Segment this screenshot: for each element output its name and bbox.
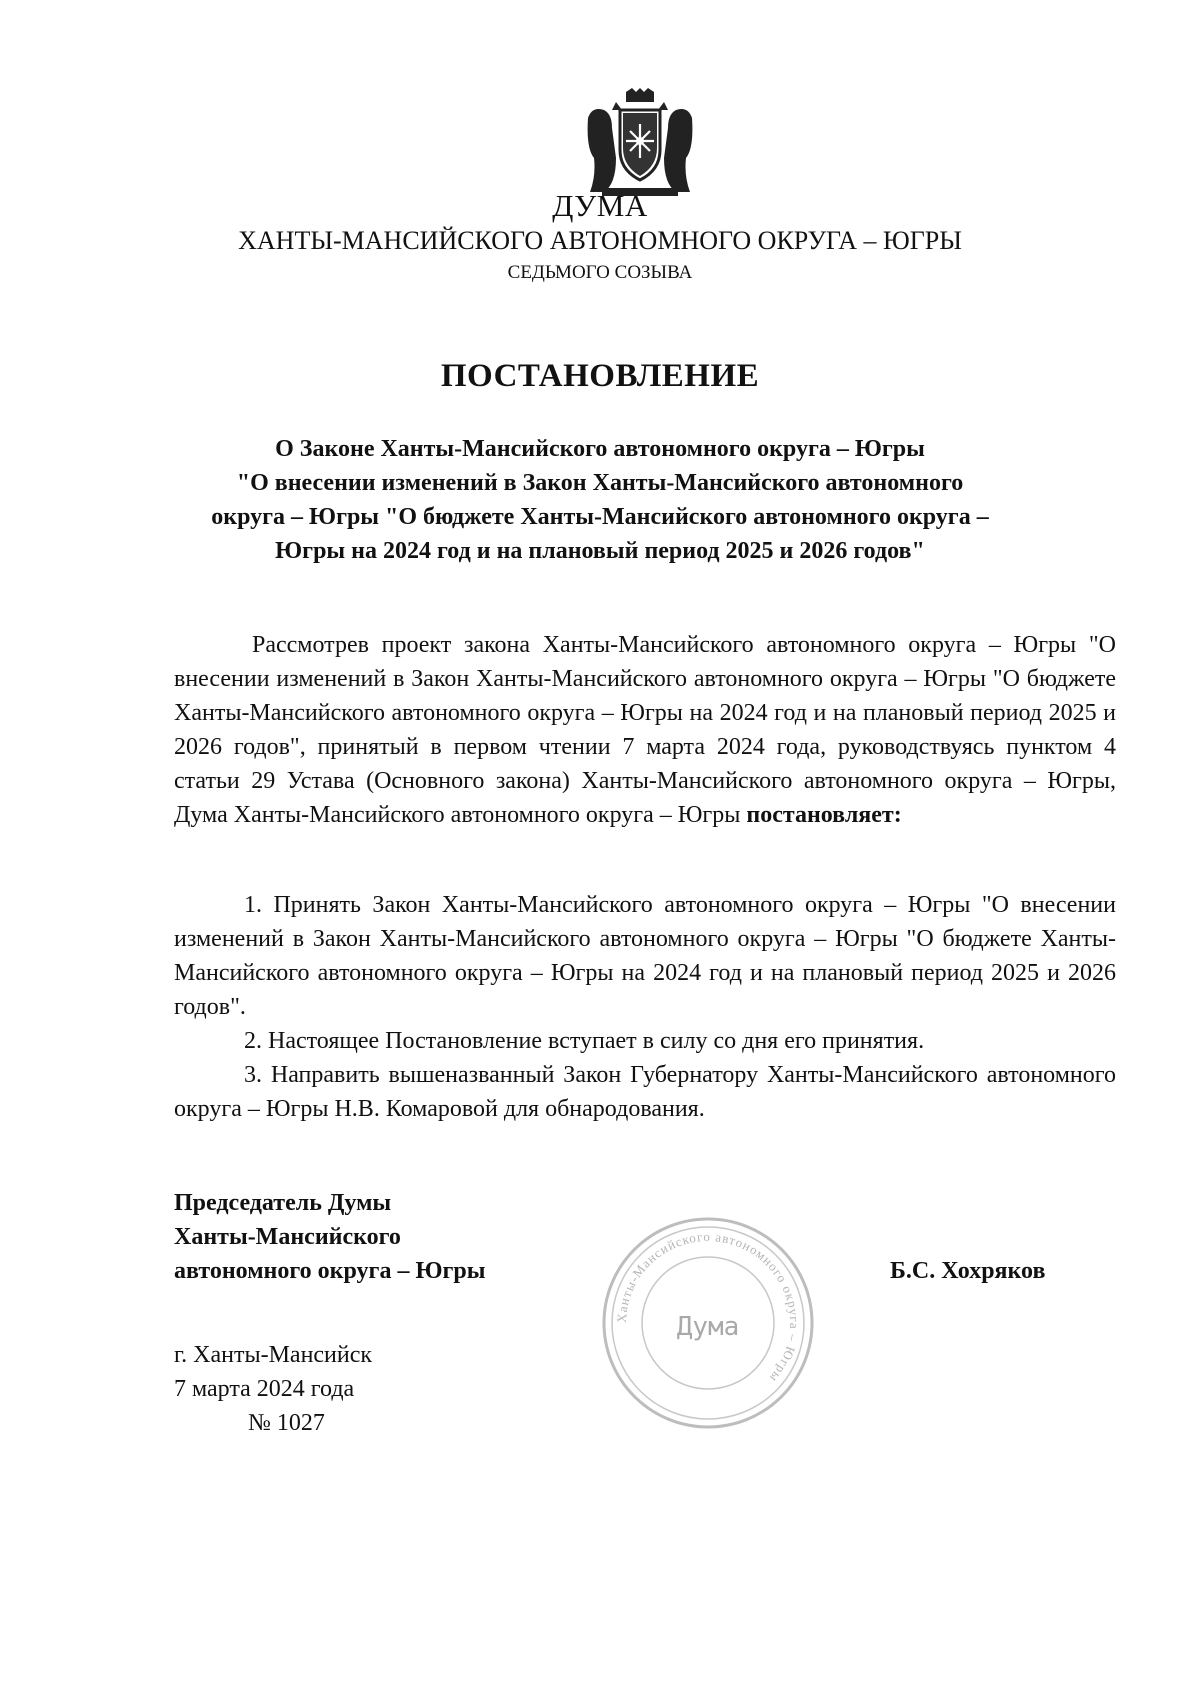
convocation: СЕДЬМОГО СОЗЫВА [507, 262, 693, 283]
document-date: 7 марта 2024 года [174, 1376, 355, 1402]
subject-line: Югры на 2024 год и на плановый период 2025 и 2026 годов" [275, 538, 925, 564]
preamble-text: Рассмотрев проект закона Ханты-Мансийского автономного округа – Югры "О внесении изменений в Закон Ханты-Мансийского автономного округа – Югры "О бюджете Ханты-Мансийского автономного округа – Югры на 2024 год и на плановый период 2025 и 2026 годов", принятый в первом чтении 7 марта 2024 года, руководствуясь пунктом 4 статьи 29 Устава (Основного закона) Ханты-Мансийского автономного округа – Югры, Дума Ханты-Мансийского автономного округа – Югры [174, 632, 1116, 828]
preamble-paragraph [174, 628, 1116, 832]
signer-position-line: Председатель Думы [174, 1190, 392, 1216]
subject-line: "О внесении изменений в Закон Ханты-Мансийского автономного [236, 470, 964, 496]
signer-position-line: Ханты-Мансийского [174, 1224, 401, 1250]
city: г. Ханты-Мансийск [174, 1342, 373, 1368]
region-name: ХАНТЫ-МАНСИЙСКОГО АВТОНОМНОГО ОКРУГА – ЮГРЫ [238, 226, 962, 255]
resolution-item: 1. Принять Закон Ханты-Мансийского автономного округа – Югры "О внесении изменений в Закон Ханты-Мансийского автономного округа – Югры "О бюджете Ханты-Мансийского автономного округа – Югры на 2024 год и на плановый период 2025 и 2026 годов". [174, 892, 1116, 1020]
signer-position-line: автономного округа – Югры [174, 1258, 486, 1284]
official-seal-icon [600, 1215, 816, 1431]
resolution-item: 3. Направить вышеназванный Закон Губернатору Ханты-Мансийского автономного округа – Югры Н.В. Комаровой для обнародования. [174, 1062, 1116, 1122]
preamble-emphasis: постановляет: [746, 802, 902, 828]
subject-line: округа – Югры "О бюджете Ханты-Мансийского автономного округа – [211, 504, 989, 530]
resolution-items [174, 888, 1116, 1126]
resolution-item: 2. Настоящее Постановление вступает в силу со дня его принятия. [244, 1028, 925, 1054]
document-type: ПОСТАНОВЛЕНИЕ [440, 358, 760, 394]
document-number: № 1027 [248, 1410, 325, 1436]
body-name: ДУМА [552, 188, 648, 223]
document-subject [170, 432, 1030, 568]
subject-line: О Законе Ханты-Мансийского автономного округа – Югры [275, 436, 925, 462]
signer-name: Б.С. Хохряков [890, 1258, 1046, 1284]
seal-center-text: Дума [676, 1312, 740, 1342]
signer-position [174, 1186, 485, 1288]
seal-ring-text: Ханты-Мансийского автономного округа – Югры [613, 1228, 803, 1386]
place-date-block [174, 1338, 372, 1440]
coat-of-arms-icon [582, 88, 698, 198]
